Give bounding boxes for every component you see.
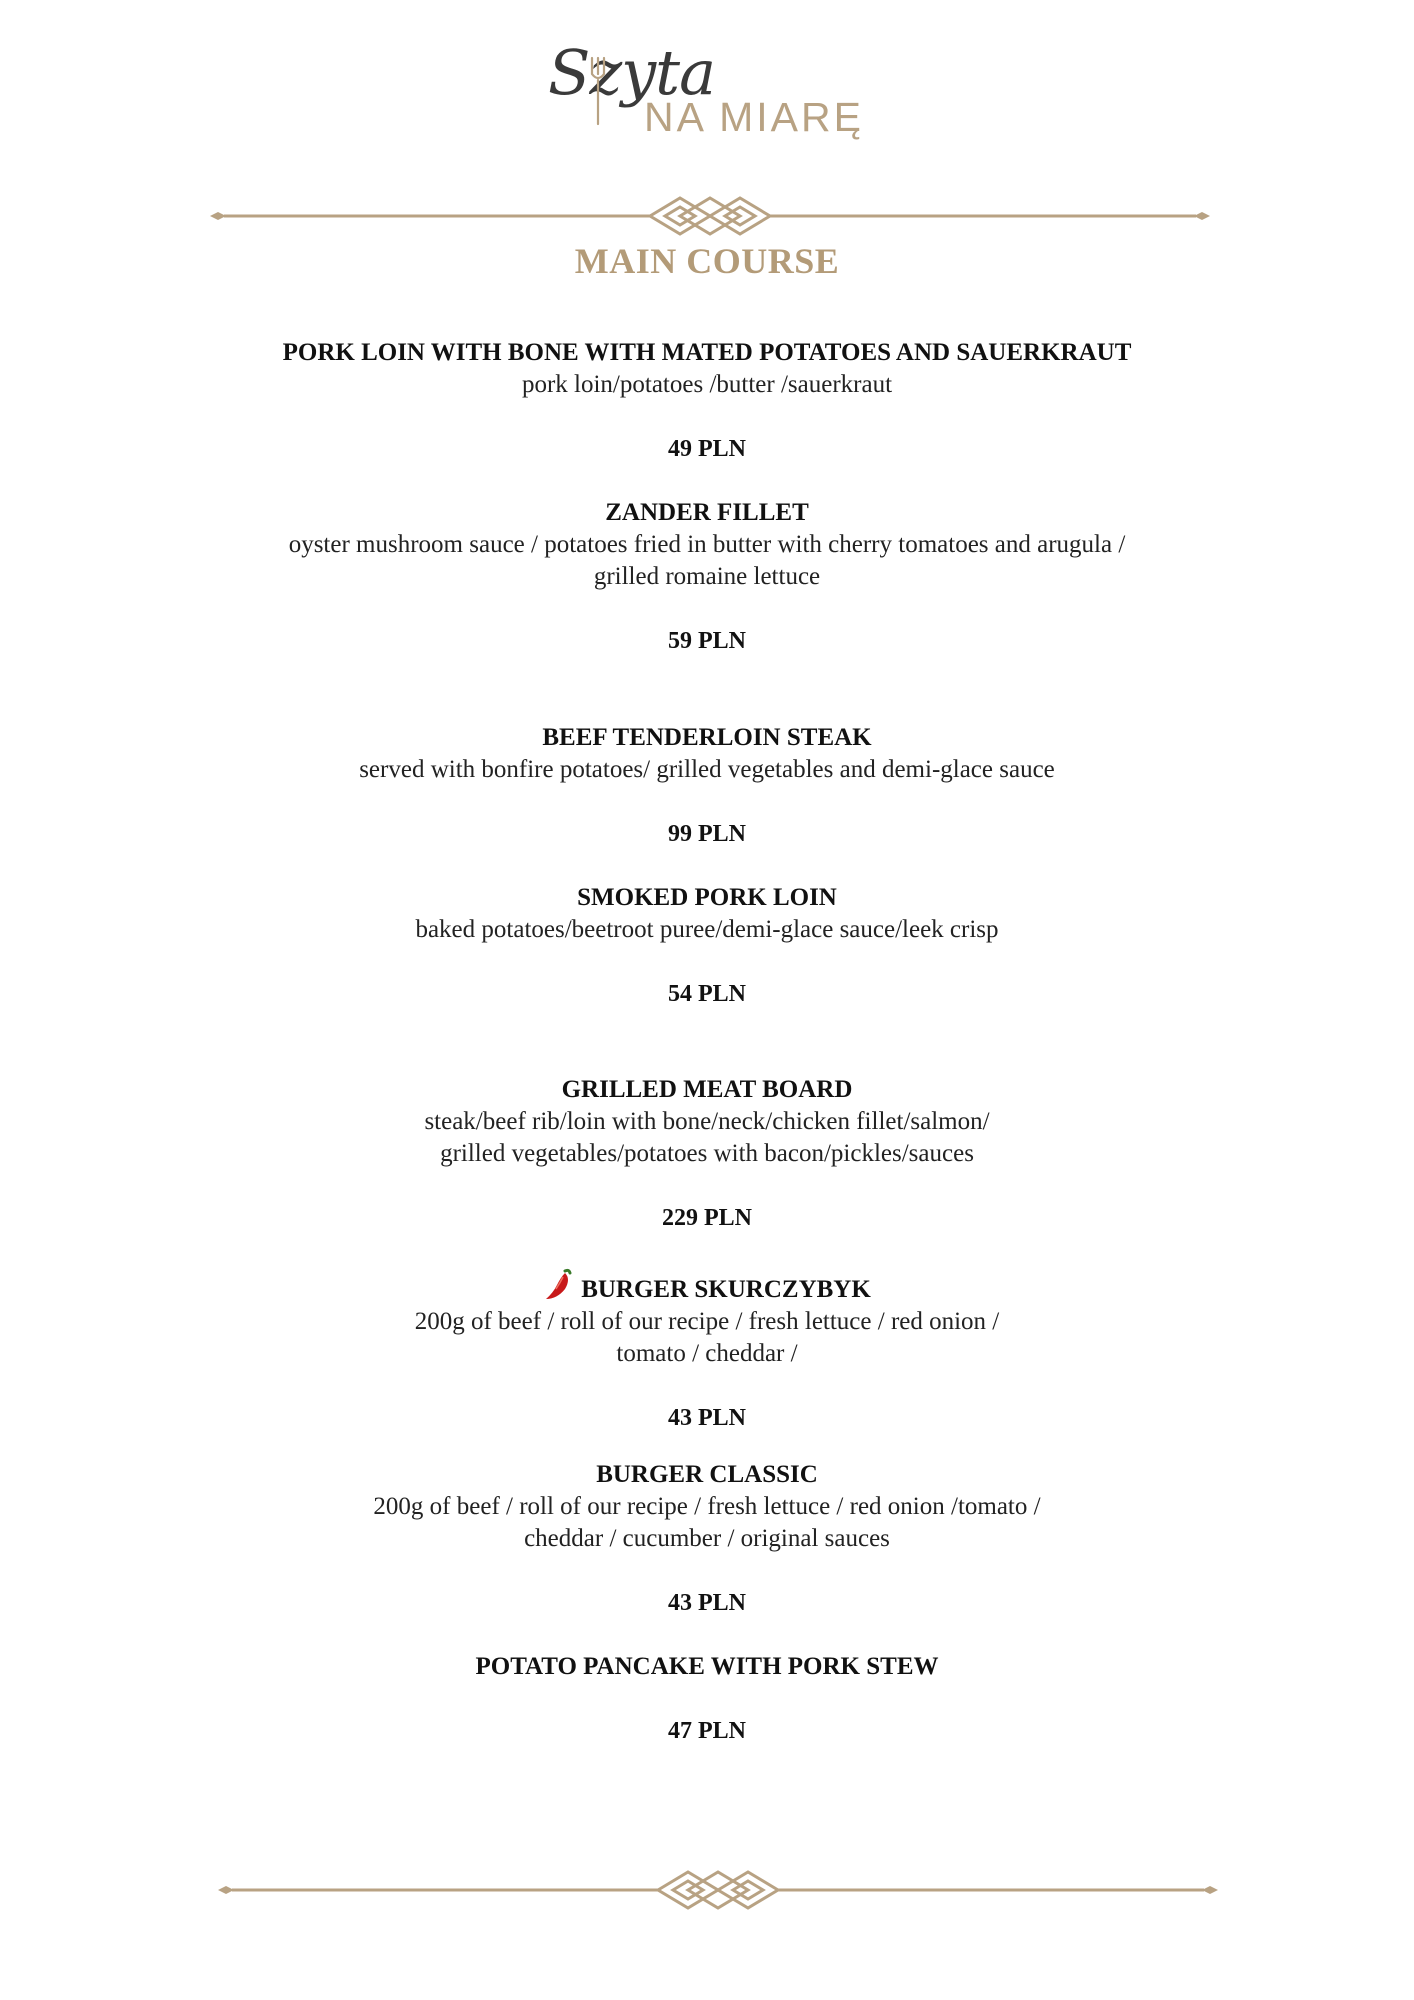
chili-pepper-icon <box>543 1267 573 1301</box>
item-desc: grilled romaine lettuce <box>593 563 821 590</box>
item-name: GRILLED MEAT BOARD <box>561 1076 853 1103</box>
ornament-divider-bottom <box>218 1870 1218 1910</box>
item-desc: pork loin/potatoes /butter /sauerkraut <box>521 371 893 398</box>
item-price: 47 PLN <box>668 1718 746 1744</box>
item-desc: steak/beef rib/loin with bone/neck/chicken fillet/salmon/ <box>424 1108 990 1135</box>
item-name: PORK LOIN WITH BONE WITH MATED POTATOES AND SAUERKRAUT <box>282 339 1132 366</box>
item-name: BURGER SKURCZYBYK <box>581 1276 871 1303</box>
item-price: 49 PLN <box>668 436 746 462</box>
item-desc: tomato / cheddar / <box>616 1340 798 1367</box>
logo-script-text: Szyta <box>548 36 716 109</box>
item-price: 54 PLN <box>668 981 746 1007</box>
section-title: MAIN COURSE <box>574 241 840 281</box>
item-price: 229 PLN <box>662 1205 752 1231</box>
item-desc: cheddar / cucumber / original sauces <box>524 1525 890 1552</box>
item-name: POTATO PANCAKE WITH PORK STEW <box>475 1653 939 1680</box>
ornament-divider-top <box>210 196 1210 236</box>
item-desc: grilled vegetables/potatoes with bacon/pickles/sauces <box>440 1140 974 1167</box>
item-name: BURGER CLASSIC <box>596 1461 818 1488</box>
item-desc: baked potatoes/beetroot puree/demi-glace sauce/leek crisp <box>415 916 999 943</box>
menu-item <box>0 1651 1414 1747</box>
menu-item <box>0 1459 1414 1619</box>
fork-icon <box>588 56 608 126</box>
item-name: SMOKED PORK LOIN <box>577 884 837 911</box>
menu-item <box>0 497 1414 657</box>
item-name: ZANDER FILLET <box>605 499 809 526</box>
item-price: 99 PLN <box>668 821 746 847</box>
logo <box>548 36 878 148</box>
item-price: 43 PLN <box>668 1590 746 1616</box>
menu-item <box>0 1267 1414 1434</box>
menu-item <box>0 337 1414 465</box>
logo-sub-text: NA MIARĘ <box>644 94 864 140</box>
item-price: 43 PLN <box>668 1405 746 1431</box>
item-desc: 200g of beef / roll of our recipe / fresh lettuce / red onion / <box>414 1308 1000 1335</box>
item-desc: served with bonfire potatoes/ grilled vegetables and demi-glace sauce <box>359 756 1055 783</box>
item-desc: oyster mushroom sauce / potatoes fried in butter with cherry tomatoes and arugula / <box>288 531 1126 558</box>
item-name-row <box>0 1267 1414 1306</box>
menu-item <box>0 1074 1414 1234</box>
item-name: BEEF TENDERLOIN STEAK <box>542 724 872 751</box>
item-desc: 200g of beef / roll of our recipe / fresh lettuce / red onion /tomato / <box>373 1493 1041 1520</box>
menu-item <box>0 722 1414 850</box>
item-price: 59 PLN <box>668 628 746 654</box>
menu-item <box>0 882 1414 1010</box>
